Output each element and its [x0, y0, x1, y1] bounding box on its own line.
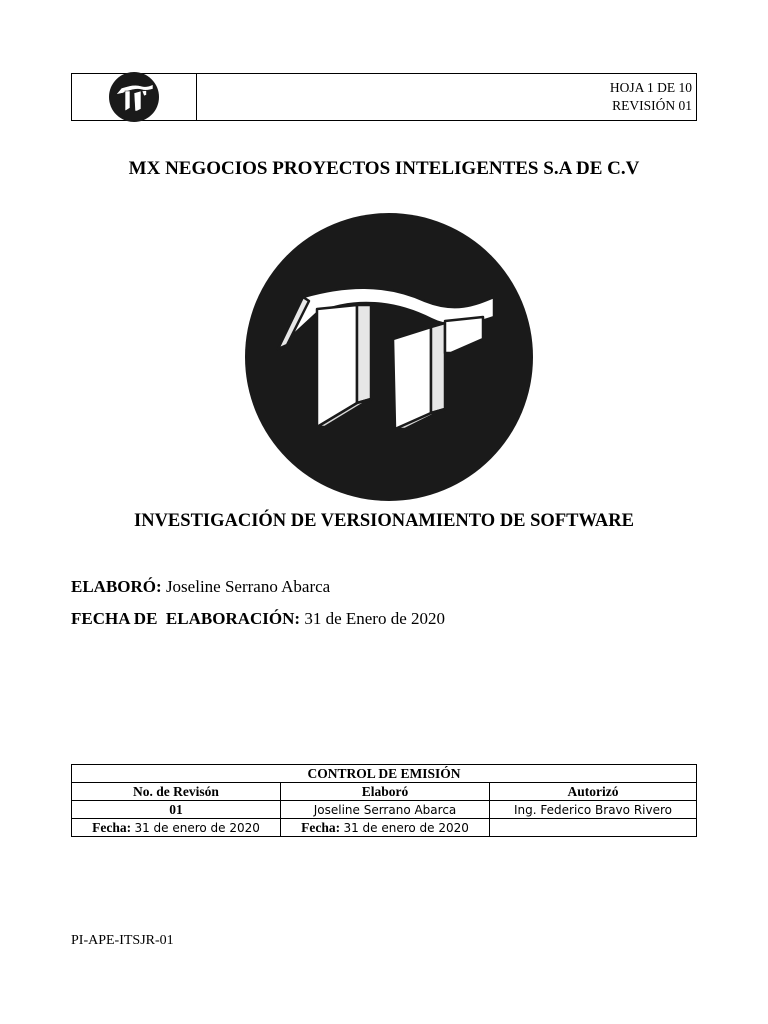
- document-title: INVESTIGACIÓN DE VERSIONAMIENTO DE SOFTWARE: [134, 511, 634, 531]
- document-header: [71, 73, 697, 121]
- header-revision: No. de Revisón: [72, 783, 281, 801]
- date-line: [71, 609, 445, 629]
- cell-date-1: [72, 819, 281, 837]
- document-code: PI-APE-ITSJR-01: [71, 933, 174, 948]
- cell-date-2: [281, 819, 490, 837]
- author-value: Joseline Serrano Abarca: [165, 577, 331, 596]
- date-label: FECHA DE ELABORACIÓN:: [71, 609, 301, 628]
- cell-revision-number: 01: [72, 801, 281, 819]
- header-logo-cell: [72, 74, 197, 120]
- table-row: [72, 819, 697, 837]
- cell-autorizo: Ing. Federico Bravo Rivero: [490, 801, 697, 819]
- date-value-1: 31 de enero de 2020: [134, 820, 260, 835]
- control-table: [71, 764, 697, 837]
- date-value: 31 de Enero de 2020: [304, 609, 445, 628]
- author-line: [71, 577, 330, 597]
- control-table-title: CONTROL DE EMISIÓN: [72, 765, 697, 783]
- cell-elaboro: Joseline Serrano Abarca: [281, 801, 490, 819]
- sheet-number: HOJA 1 DE 10: [609, 80, 692, 95]
- cell-empty: [490, 819, 697, 837]
- company-logo: [245, 213, 533, 501]
- header-autorizo: Autorizó: [490, 783, 697, 801]
- company-name: MX NEGOCIOS PROYECTOS INTELIGENTES S.A DE C.V: [128, 158, 640, 179]
- control-table-title-row: [72, 765, 697, 783]
- author-label: ELABORÓ:: [71, 577, 162, 596]
- header-elaboro: Elaboró: [281, 783, 490, 801]
- date-value-2: 31 de enero de 2020: [343, 820, 469, 835]
- company-logo-small: [109, 72, 159, 122]
- header-info: [197, 74, 696, 120]
- table-row: [72, 801, 697, 819]
- date-label-1: Fecha:: [92, 819, 132, 835]
- control-table-header-row: [72, 783, 697, 801]
- date-label-2: Fecha:: [301, 819, 341, 835]
- revision-number: REVISIÓN 01: [612, 98, 692, 113]
